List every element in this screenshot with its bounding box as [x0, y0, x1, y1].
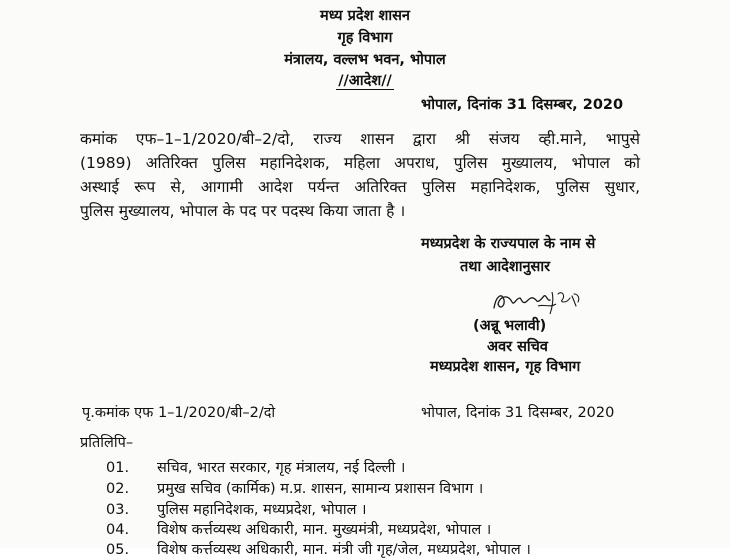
office-address: मंत्रालय, वल्लभ भवन, भोपाल — [284, 52, 446, 68]
order-body-line-4: पुलिस मुख्यालय, भोपाल के पद पर पदस्थ किया जाता है । — [80, 202, 406, 220]
recipient-text: विशेष कर्त्तव्यस्थ अधिकारी, मान. मुख्यमंत्री, मध्यप्रदेश, भोपाल । — [157, 522, 492, 538]
signatory-department: मध्यप्रदेश शासन, गृह विभाग — [430, 359, 581, 375]
recipient-number: 04. — [106, 522, 130, 538]
recipient-number: 01. — [106, 460, 130, 476]
recipient-number: 03. — [106, 502, 130, 518]
recipient-number: 05. — [106, 542, 130, 558]
order-title-text: //आदेश// — [338, 73, 392, 89]
order-body-line-2: (1989) अतिरिक्त पुलिस महानिदेशक, महिला अपराध, पुलिस मुख्यालय, भोपाल को — [80, 154, 640, 172]
recipient-text: प्रमुख सचिव (कार्मिक) म.प्र. शासन, सामान्य प्रशासन विभाग । — [157, 481, 484, 497]
recipient-text: पुलिस महानिदेशक, मध्यप्रदेश, भोपाल । — [157, 502, 367, 518]
department-name: गृह विभाग — [337, 30, 393, 46]
recipient-number: 02. — [106, 481, 130, 497]
copy-heading: प्रतिलिपि– — [80, 435, 134, 451]
signatory-designation: अवर सचिव — [487, 339, 548, 355]
endorsement-date: भोपाल, दिनांक 31 दिसम्बर, 2020 — [421, 405, 615, 421]
order-body-line-1: कमांक एफ–1–1/2020/बी–2/दो, राज्य शासन द्वारा श्री संजय व्ही.माने, भापुसे — [80, 130, 640, 148]
recipient-text: सचिव, भारत सरकार, गृह मंत्रालय, नई दिल्ली । — [157, 460, 406, 476]
authority-line-2: तथा आदेशानुसार — [460, 259, 551, 275]
handwritten-signature — [486, 286, 596, 320]
order-title — [0, 73, 730, 90]
government-name: मध्य प्रदेश शासन — [320, 8, 410, 24]
endorsement-ref-number: पृ.कमांक एफ 1–1/2020/बी–2/दो — [82, 405, 276, 421]
order-date: भोपाल, दिनांक 31 दिसम्बर, 2020 — [421, 97, 624, 113]
order-body-line-3: अस्थाई रूप से, आगामी आदेश पर्यन्त अतिरिक्त पुलिस महानिदेशक, पुलिस सुधार, — [80, 178, 640, 196]
signatory-name: (अन्नू भलावी) — [473, 318, 547, 334]
recipient-text: विशेष कर्त्तव्यस्थ अधिकारी, मान. मंत्री जी गृह/जेल, मध्यप्रदेश, भोपाल । — [157, 542, 531, 558]
authority-line-1: मध्यप्रदेश के राज्यपाल के नाम से — [421, 236, 596, 252]
